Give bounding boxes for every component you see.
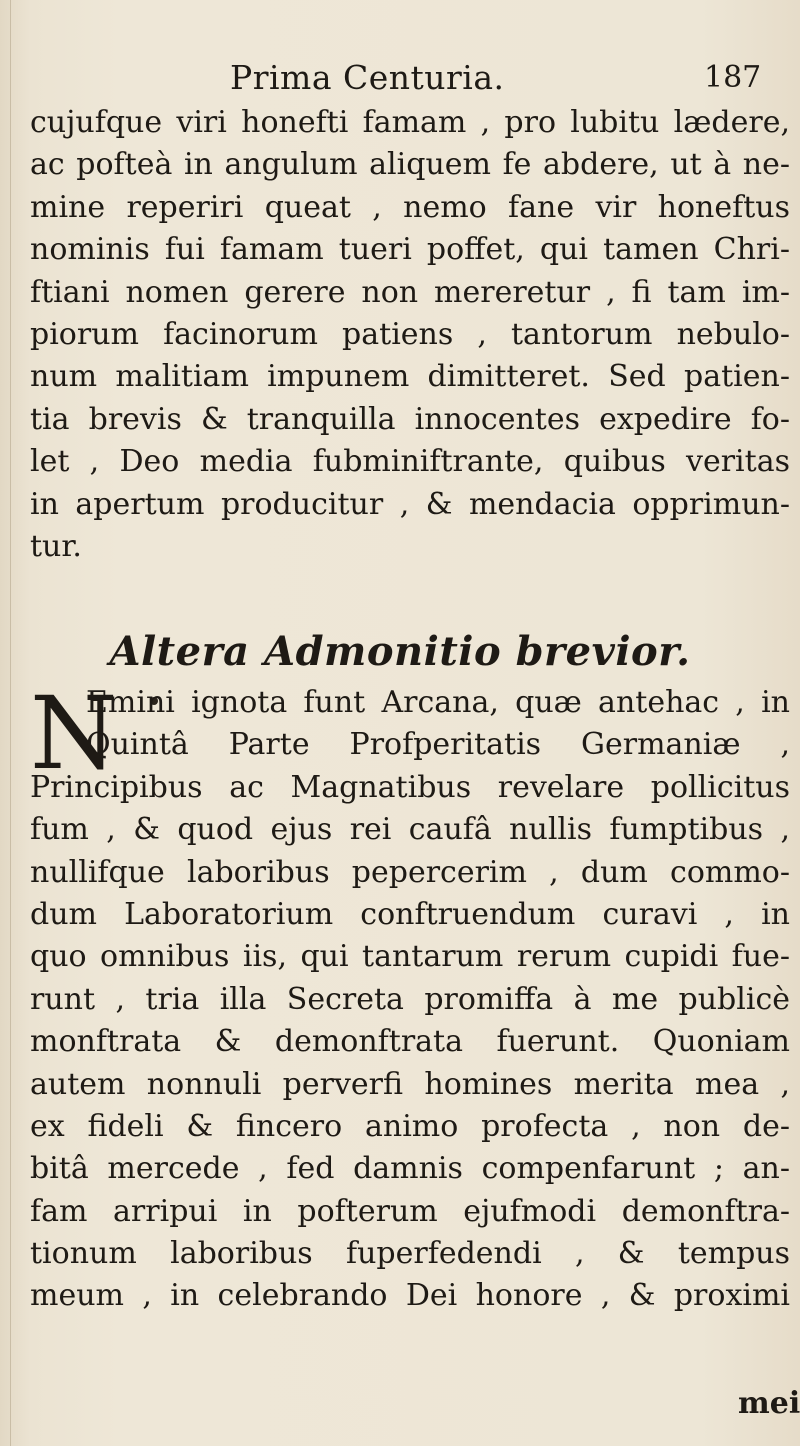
text-line: nullifque laboribus pepercerim , dum commo- — [30, 854, 790, 890]
text-line: num malitiam impunem dimitteret. Sed patien- — [30, 359, 790, 395]
text-line: autem nonnuli perverfi homines merita mea , — [30, 1066, 790, 1102]
text-line: mine reperiri queat , nemo fane vir honeftus — [30, 189, 790, 225]
text-line: nominis fui famam tueri poffet, qui tamen Chri- — [30, 232, 790, 268]
paragraph-admonitio — [30, 675, 790, 1318]
text-line: tia brevis & tranquilla innocentes expedire fo- — [30, 401, 790, 437]
text-line: ac pofteà in angulum aliquem fe abdere, ut à ne- — [30, 147, 790, 183]
page-header — [0, 58, 800, 102]
text-line: ftiani nomen gerere non mereretur , fi tam im- — [30, 274, 790, 310]
text-line: fam arripui in pofterum ejufmodi demonftra- — [30, 1193, 790, 1229]
paragraph-continued — [30, 102, 790, 568]
text-line: cujufque viri honefti famam , pro lubitu lædere, — [30, 105, 790, 140]
drop-cap: N — [30, 675, 116, 792]
text-line: in apertum producitur , & mendacia opprimun- — [30, 486, 790, 522]
text-line: tur. — [30, 528, 82, 564]
text-line: runt , tria illa Secreta promiffa à me publicè — [30, 981, 790, 1017]
text-line: Quintâ Parte Profperitatis Germaniæ , — [86, 727, 790, 763]
catchword: mei — [738, 1386, 800, 1421]
text-line: piorum facinorum patiens , tantorum nebulo- — [30, 316, 790, 352]
text-line: let , Deo media fubminiftrante, quibus veritas — [30, 444, 790, 480]
text-line: quo omnibus iis, qui tantarum rerum cupidi fue- — [30, 939, 790, 975]
section-heading: Altera Admonitio brevior. — [109, 628, 691, 675]
running-title: Prima Centuria. — [230, 58, 505, 97]
text-line: Emini ignota funt Arcana, quæ antehac , in — [86, 685, 790, 720]
text-line: bitâ mercede , fed damnis compenfarunt ; an- — [30, 1151, 790, 1187]
text-line: Principibus ac Magnatibus revelare pollicitus — [30, 769, 790, 805]
page-number: 187 — [704, 60, 762, 95]
text-line: dum Laboratorium conftruendum curavi , in — [30, 896, 790, 932]
text-line: monftrata & demonftrata fuerunt. Quoniam — [30, 1024, 790, 1060]
text-line: meum , in celebrando Dei honore , & proximi — [30, 1278, 790, 1314]
text-line: ex fideli & fincero animo profecta , non de- — [30, 1108, 790, 1144]
page-gutter-edge — [10, 0, 11, 1446]
text-line: tionum laboribus fuperfedendi , & tempus — [30, 1236, 790, 1272]
text-line: fum , & quod ejus rei caufâ nullis fumptibus , — [30, 812, 790, 848]
